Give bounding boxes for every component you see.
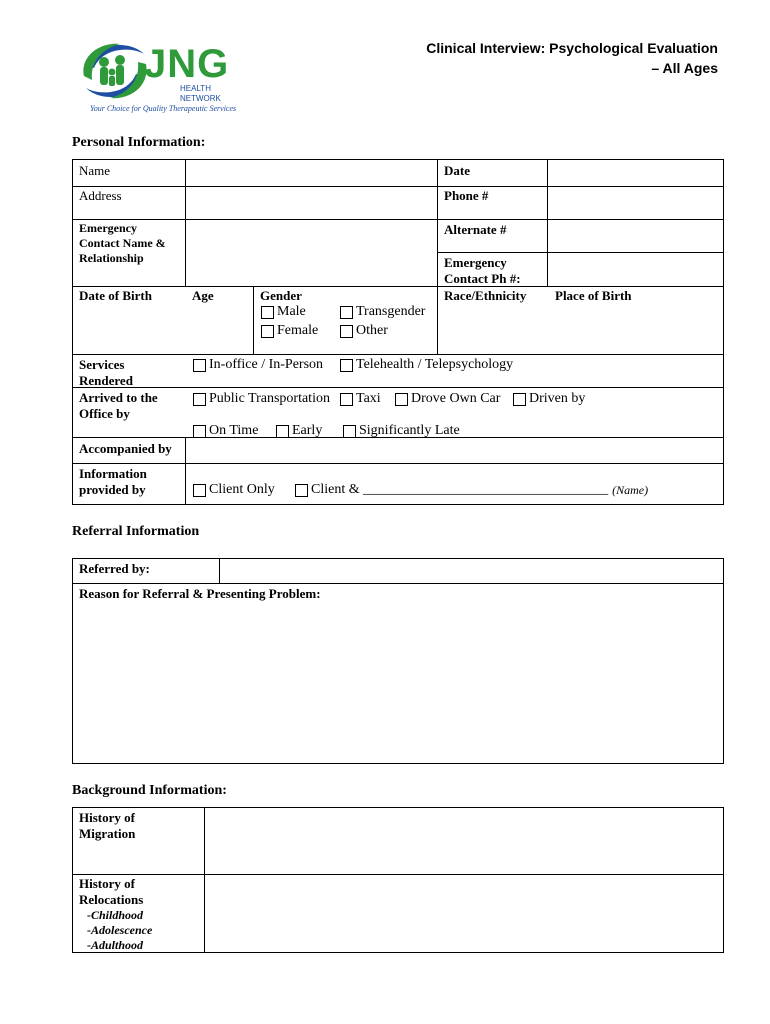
emergency-contact-field[interactable]: [186, 220, 436, 286]
checkbox-box[interactable]: [340, 325, 353, 338]
logo-tagline: Your Choice for Quality Therapeutic Services: [90, 104, 237, 113]
emergency-phone-label: Emergency Contact Ph #:: [444, 255, 521, 286]
accompanied-field[interactable]: [186, 438, 723, 463]
relocations-field[interactable]: [205, 875, 723, 952]
accompanied-label: Accompanied by: [79, 441, 172, 456]
reason-field[interactable]: [73, 604, 723, 762]
driven-by-checkbox[interactable]: Driven by: [513, 391, 585, 407]
emergency-contact-label: Emergency Contact Name & Relationship: [79, 221, 166, 265]
logo: [80, 36, 250, 116]
age-label: Age: [192, 288, 214, 303]
stage-adulthood: -Adulthood: [87, 938, 144, 952]
migration-field[interactable]: [205, 808, 723, 874]
phone-field[interactable]: [548, 187, 723, 219]
on-time-checkbox[interactable]: On Time: [193, 423, 258, 439]
migration-label: History of Migration: [79, 810, 136, 841]
emergency-phone-field[interactable]: [548, 253, 723, 286]
name-field[interactable]: [186, 160, 436, 186]
reason-label: Reason for Referral & Presenting Problem:: [79, 586, 321, 601]
in-office-checkbox[interactable]: In-office / In-Person: [193, 357, 323, 373]
checkbox-box[interactable]: [395, 393, 408, 406]
name-label: Name: [79, 163, 111, 178]
referred-by-field[interactable]: [220, 559, 723, 583]
address-field[interactable]: [186, 187, 436, 219]
referred-by-label: Referred by:: [79, 561, 150, 576]
logo-emblem-icon: [80, 36, 150, 106]
public-transportation-checkbox[interactable]: Public Transportation: [193, 391, 330, 407]
phone-label: Phone #: [444, 188, 489, 203]
stage-childhood: -Childhood: [87, 908, 144, 922]
checkbox-box[interactable]: [340, 359, 353, 372]
life-stages-list: [87, 908, 152, 953]
alternate-label: Alternate #: [444, 222, 507, 237]
checkbox-box[interactable]: [261, 325, 274, 338]
checkbox-box[interactable]: [295, 484, 308, 497]
gender-label: Gender: [260, 288, 302, 303]
gender-male-checkbox[interactable]: Male: [261, 304, 306, 320]
gender-other-checkbox[interactable]: Other: [340, 323, 388, 339]
checkbox-box[interactable]: [340, 306, 353, 319]
client-only-checkbox[interactable]: Client Only: [193, 482, 275, 498]
date-field[interactable]: [548, 160, 723, 186]
drove-own-car-checkbox[interactable]: Drove Own Car: [395, 391, 500, 407]
info-provided-label: Information provided by: [79, 466, 147, 497]
gender-female-checkbox[interactable]: Female: [261, 323, 318, 339]
background-heading: Background Information:: [72, 783, 227, 798]
logo-subtext: HEALTH NETWORK: [180, 84, 221, 103]
form-title: [330, 38, 718, 78]
checkbox-box[interactable]: [340, 393, 353, 406]
early-checkbox[interactable]: Early: [276, 423, 322, 439]
taxi-checkbox[interactable]: Taxi: [340, 391, 381, 407]
place-of-birth-label: Place of Birth: [555, 288, 632, 303]
checkbox-box[interactable]: [261, 306, 274, 319]
checkbox-box[interactable]: [343, 425, 356, 438]
client-and-checkbox[interactable]: Client & ___________________________________ (Name): [295, 482, 648, 498]
checkbox-box[interactable]: [276, 425, 289, 438]
stage-adolescence: -Adolescence: [87, 923, 153, 937]
significantly-late-checkbox[interactable]: Significantly Late: [343, 423, 460, 439]
referral-heading: Referral Information: [72, 524, 200, 539]
logo-text: JNG: [144, 42, 230, 86]
race-label: Race/Ethnicity: [444, 288, 527, 303]
personal-info-heading: Personal Information:: [72, 135, 206, 150]
checkbox-box[interactable]: [193, 425, 206, 438]
services-label: Services Rendered: [79, 357, 133, 388]
alternate-field[interactable]: [548, 220, 723, 252]
name-hint: (Name): [612, 483, 649, 497]
date-label: Date: [444, 163, 470, 178]
checkbox-box[interactable]: [513, 393, 526, 406]
checkbox-box[interactable]: [193, 484, 206, 497]
form-title-line2: – All Ages: [651, 60, 718, 76]
checkbox-box[interactable]: [193, 393, 206, 406]
checkbox-box[interactable]: [193, 359, 206, 372]
dob-label: Date of Birth: [79, 288, 152, 303]
gender-transgender-checkbox[interactable]: Transgender: [340, 304, 425, 320]
address-label: Address: [79, 188, 122, 203]
form-title-line1: Clinical Interview: Psychological Evaluation: [426, 40, 718, 56]
relocations-label: History of Relocations: [79, 876, 144, 907]
telehealth-checkbox[interactable]: Telehealth / Telepsychology: [340, 357, 513, 373]
arrived-label: Arrived to the Office by: [79, 390, 158, 421]
